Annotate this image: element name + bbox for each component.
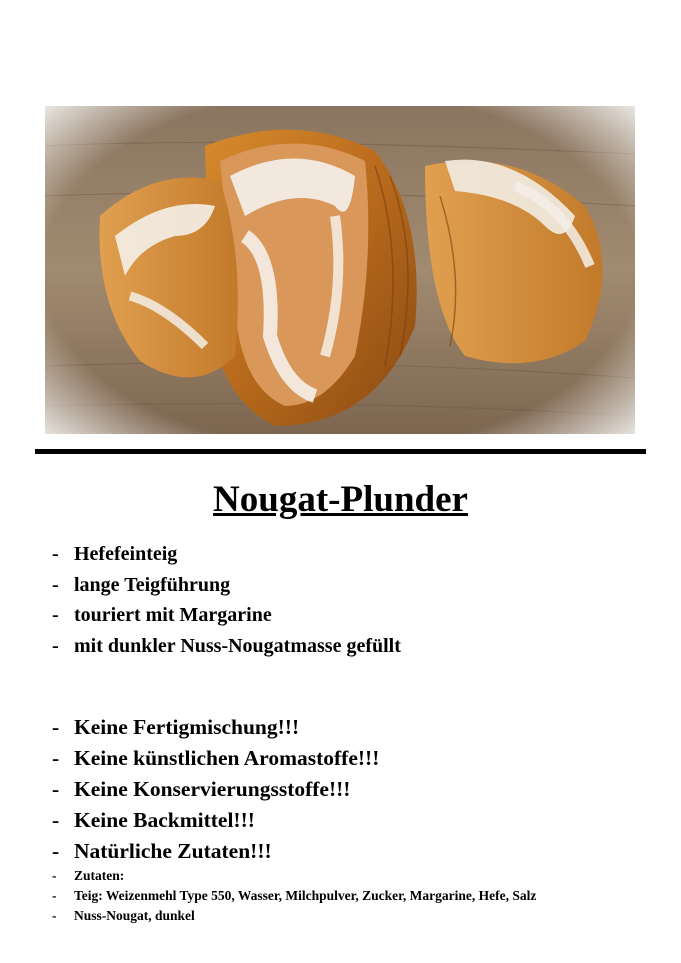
claims-list xyxy=(52,712,379,867)
ingredients-list xyxy=(52,866,536,926)
feature-text: touriert mit Margarine xyxy=(74,604,272,626)
list-item: - lange Teigführung xyxy=(52,570,401,601)
page-title: Nougat-Plunder xyxy=(213,479,468,520)
ingredients-header: Zutaten: xyxy=(74,868,125,883)
list-item: - touriert mit Margarine xyxy=(52,600,401,631)
flour-type: Weizenmehl Type 550 xyxy=(105,888,232,903)
list-item: - Hefefeinteig xyxy=(52,539,401,570)
list-item: - mit dunkler Nuss-Nougatmasse gefüllt xyxy=(52,631,401,662)
claim-text: Keine Backmittel!!! xyxy=(74,808,255,832)
dough-ingredients-item: - Teig: Weizenmehl Type 550, Wasser, Milchpulver, Zucker, Margarine, Hefe, Salz xyxy=(52,886,536,906)
list-item: - Keine Backmittel!!! xyxy=(52,805,379,836)
claim-text: Keine künstlichen Aromastoffe!!! xyxy=(74,746,380,770)
feature-text: Hefefeinteig xyxy=(74,543,178,565)
milk-powder: Milchpulver xyxy=(285,888,356,903)
filling-ingredients-item: - Nuss-Nougat, dunkel xyxy=(52,906,536,926)
claim-text: Keine Konservierungsstoffe!!! xyxy=(74,777,351,801)
claim-text: Keine Fertigmischung!!! xyxy=(74,715,300,739)
feature-text: mit dunkler Nuss-Nougatmasse gefüllt xyxy=(74,634,401,657)
feature-text: lange Teigführung xyxy=(74,573,231,596)
dough-ingredients: Teig: Weizenmehl Type 550, Wasser, Milchpulver, Zucker, Margarine, Hefe, Salz xyxy=(74,888,537,903)
claim-text: Natürliche Zutaten!!! xyxy=(74,839,272,863)
list-item: - Keine Fertigmischung!!! xyxy=(52,712,379,743)
list-item: - Keine künstlichen Aromastoffe!!! xyxy=(52,743,379,774)
pastry-photo xyxy=(45,106,635,434)
list-item: - Keine Konservierungsstoffe!!! xyxy=(52,774,379,805)
feature-list xyxy=(52,539,401,661)
nougat-plunder-image xyxy=(45,106,635,434)
list-item: - Natürliche Zutaten!!! xyxy=(52,836,379,867)
filling-ingredients: Nuss-Nougat, dunkel xyxy=(74,908,195,923)
ingredients-header-item: - Zutaten: xyxy=(52,866,536,886)
horizontal-divider xyxy=(35,449,646,454)
